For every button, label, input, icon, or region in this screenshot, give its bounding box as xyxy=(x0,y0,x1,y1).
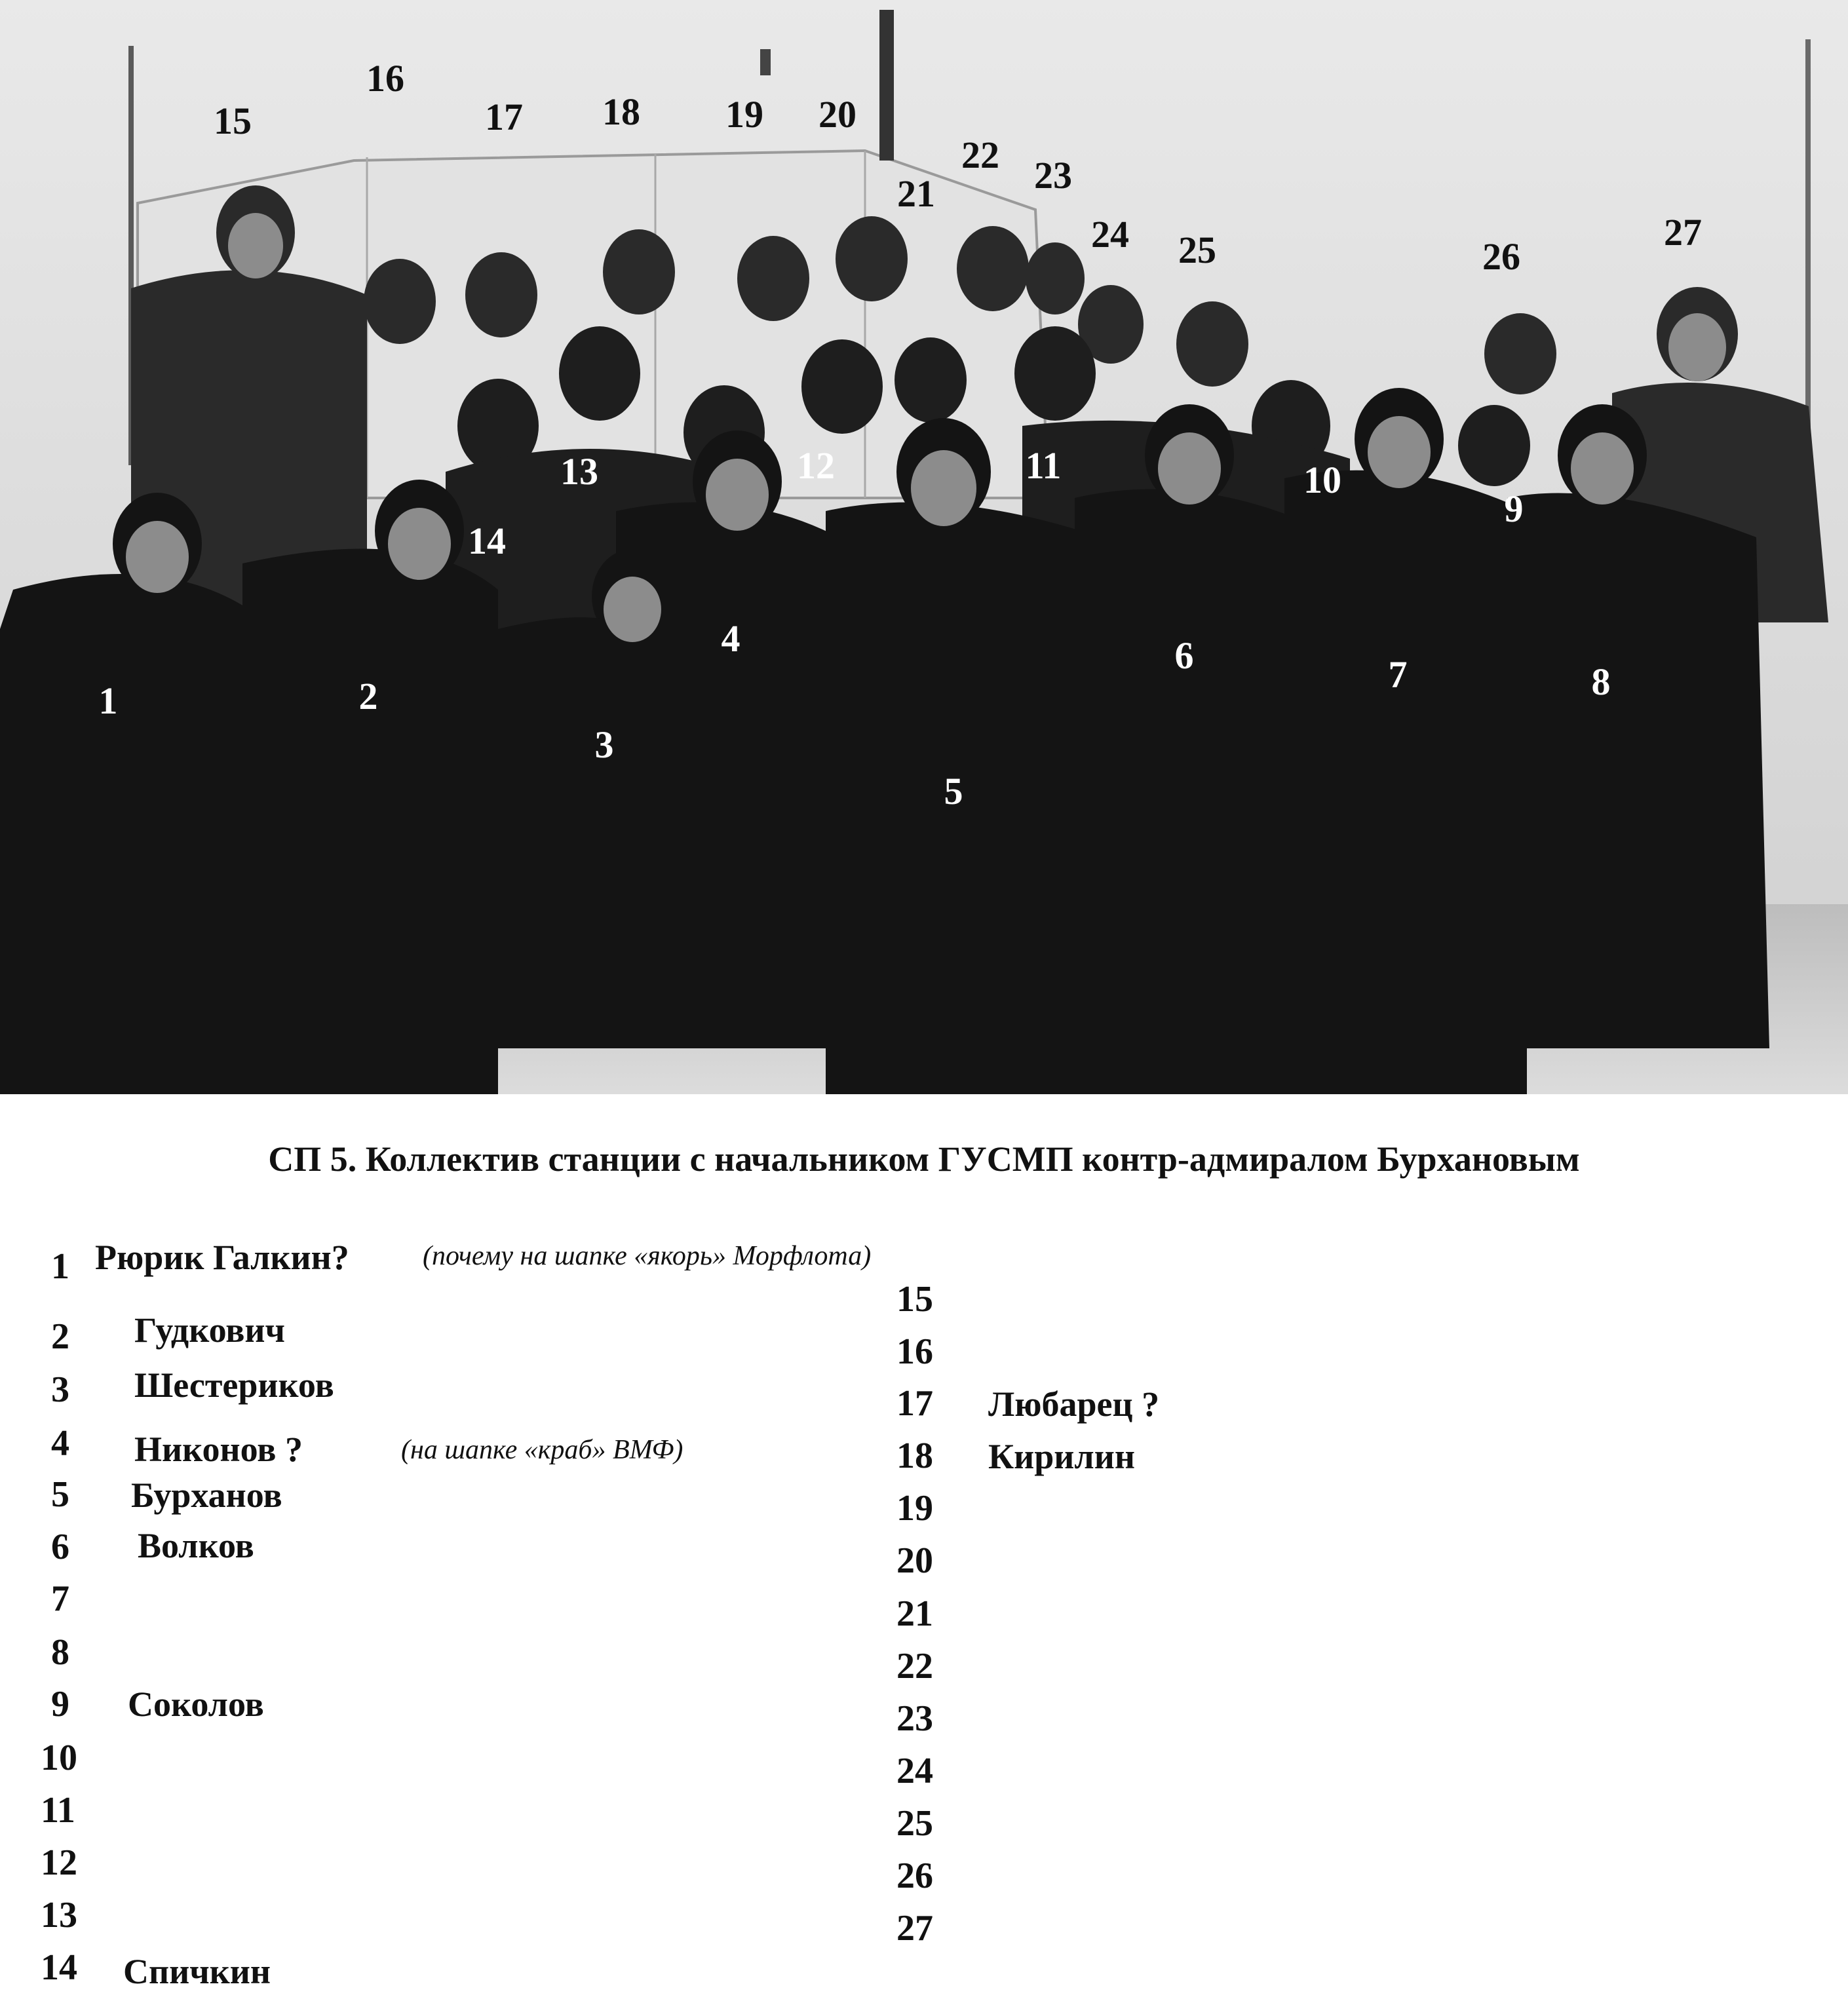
photo-label-20: 20 xyxy=(818,93,857,136)
legend-number-16: 16 xyxy=(896,1331,933,1372)
legend-note-1: (почему на шапке «якорь» Морфлота) xyxy=(423,1241,872,1271)
photo-label-10: 10 xyxy=(1303,459,1341,501)
photo-label-2: 2 xyxy=(358,675,378,717)
legend-number-24: 24 xyxy=(896,1751,933,1791)
photo-label-11: 11 xyxy=(1025,444,1062,487)
legend-number-12: 12 xyxy=(41,1842,77,1883)
legend-name-9: Соколов xyxy=(128,1685,264,1724)
legend-number-19: 19 xyxy=(896,1488,933,1529)
legend-name-14: Спичкин xyxy=(123,1952,271,1991)
legend-number-22: 22 xyxy=(896,1646,933,1687)
legend-number-7: 7 xyxy=(51,1578,69,1619)
legend-name-1: Рюрик Галкин? xyxy=(95,1238,349,1277)
photo-label-5: 5 xyxy=(944,770,963,812)
legend-number-9: 9 xyxy=(51,1684,69,1725)
photo-label-14: 14 xyxy=(468,520,506,562)
legend-number-3: 3 xyxy=(51,1369,69,1410)
photo-caption: СП 5. Коллектив станции с начальником ГУСМП контр-адмиралом Бурхановым xyxy=(268,1139,1580,1179)
legend-number-8: 8 xyxy=(51,1632,69,1673)
legend-name-3: Шестериков xyxy=(134,1365,334,1405)
legend-number-4: 4 xyxy=(51,1423,69,1464)
legend-number-10: 10 xyxy=(41,1738,77,1778)
photo-label-23: 23 xyxy=(1034,154,1072,197)
legend-number-17: 17 xyxy=(896,1383,933,1424)
photo-label-3: 3 xyxy=(594,723,614,766)
photo-label-6: 6 xyxy=(1174,634,1194,677)
photo-label-19: 19 xyxy=(725,93,763,136)
photo-label-16: 16 xyxy=(366,57,404,100)
legend-name-17: Любарец ? xyxy=(988,1384,1160,1424)
legend-number-14: 14 xyxy=(41,1947,77,1988)
photo-label-22: 22 xyxy=(961,134,999,176)
legend-name-6: Волков xyxy=(138,1526,254,1565)
legend-number-13: 13 xyxy=(41,1895,77,1935)
photo-label-9: 9 xyxy=(1504,487,1524,530)
legend-number-20: 20 xyxy=(896,1540,933,1581)
photo-label-15: 15 xyxy=(214,100,252,142)
legend-number-21: 21 xyxy=(896,1593,933,1634)
legend-number-25: 25 xyxy=(896,1803,933,1844)
legend-number-26: 26 xyxy=(896,1856,933,1896)
photo-label-12: 12 xyxy=(797,444,835,487)
legend-name-2: Гудкович xyxy=(134,1310,286,1350)
legend-number-6: 6 xyxy=(51,1527,69,1567)
legend-number-18: 18 xyxy=(896,1436,933,1476)
legend-number-1: 1 xyxy=(51,1246,69,1287)
photo-label-8: 8 xyxy=(1591,660,1611,703)
photo-label-4: 4 xyxy=(721,617,741,660)
legend-number-5: 5 xyxy=(51,1474,69,1515)
photo-label-7: 7 xyxy=(1388,653,1408,696)
photo-label-25: 25 xyxy=(1178,229,1216,271)
legend-number-23: 23 xyxy=(896,1698,933,1739)
photo-label-1: 1 xyxy=(98,679,118,722)
photo-label-18: 18 xyxy=(602,90,640,133)
legend-number-2: 2 xyxy=(51,1316,69,1357)
photo-label-17: 17 xyxy=(485,96,523,138)
photo-label-24: 24 xyxy=(1091,213,1129,256)
legend-number-11: 11 xyxy=(41,1790,75,1831)
legend-note-4: (на шапке «краб» ВМФ) xyxy=(401,1435,683,1465)
photo-label-21: 21 xyxy=(897,172,935,215)
photo-label-27: 27 xyxy=(1664,211,1702,254)
legend-name-4: Никонов ? xyxy=(134,1430,303,1469)
legend-number-27: 27 xyxy=(896,1908,933,1949)
legend-name-18: Кирилин xyxy=(988,1437,1135,1476)
legend-number-15: 15 xyxy=(896,1279,933,1320)
photo-label-26: 26 xyxy=(1482,235,1520,278)
photo-label-13: 13 xyxy=(560,450,598,493)
legend-name-5: Бурханов xyxy=(131,1476,282,1515)
